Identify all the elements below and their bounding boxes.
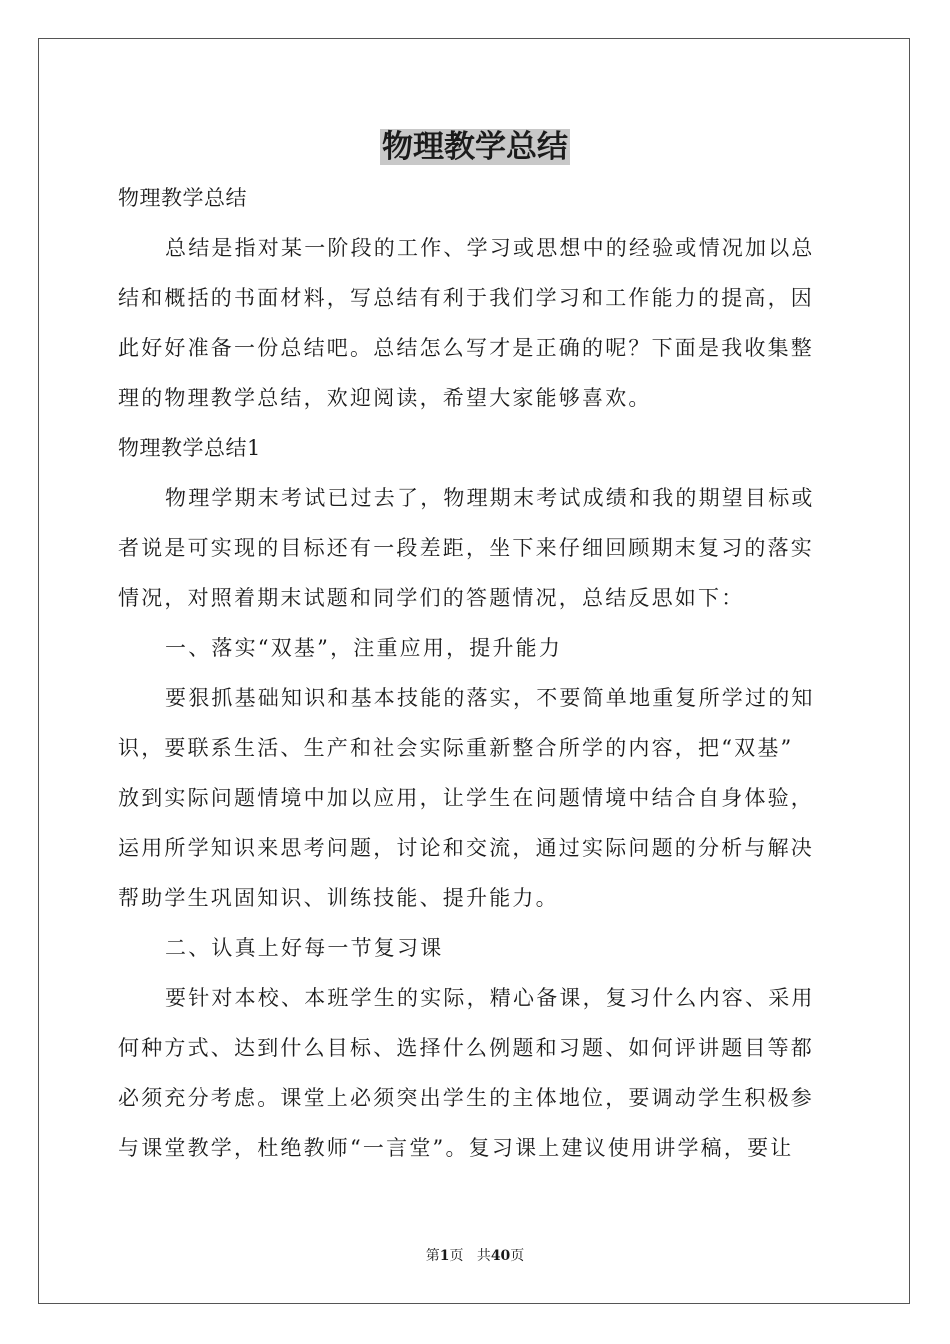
paragraph-line: 要针对本校、本班学生的实际，精心备课，复习什么内容、采用 bbox=[165, 986, 815, 1010]
paragraph-line: 帮助学生巩固知识、训练技能、提升能力。 bbox=[118, 886, 559, 910]
paragraph-line: 者说是可实现的目标还有一段差距，坐下来仔细回顾期末复习的落实 bbox=[118, 536, 814, 560]
section-heading: 物理教学总结 bbox=[118, 186, 247, 210]
total-pages: 40 bbox=[490, 1248, 511, 1264]
paragraph-line: 物理学期末考试已过去了，物理期末考试成绩和我的期望目标或 bbox=[165, 486, 815, 510]
document-title-text: 物理教学总结 bbox=[382, 129, 568, 165]
total-suffix: 页 bbox=[510, 1248, 525, 1264]
page-border bbox=[38, 38, 910, 1304]
subheading-line: 一、落实“双基”，注重应用，提升能力 bbox=[165, 636, 563, 660]
page-suffix: 页 bbox=[449, 1248, 464, 1264]
paragraph-line: 与课堂教学，杜绝教师“一言堂”。复习课上建议使用讲学稿，要让 bbox=[118, 1136, 794, 1160]
section-heading: 物理教学总结1 bbox=[118, 436, 261, 460]
page-footer bbox=[0, 1246, 950, 1266]
paragraph-line: 何种方式、达到什么目标、选择什么例题和习题、如何评讲题目等都 bbox=[118, 1036, 814, 1060]
paragraph-line: 情况，对照着期末试题和同学们的答题情况，总结反思如下： bbox=[118, 586, 745, 610]
paragraph-line: 要狠抓基础知识和基本技能的落实，不要简单地重复所学过的知 bbox=[165, 686, 815, 710]
paragraph-line: 结和概括的书面材料，写总结有利于我们学习和工作能力的提高，因 bbox=[118, 286, 814, 310]
paragraph-line: 运用所学知识来思考问题，讨论和交流，通过实际问题的分析与解决 bbox=[118, 836, 814, 860]
page-number: 1 bbox=[439, 1248, 450, 1264]
paragraph-line: 识，要联系生活、生产和社会实际重新整合所学的内容，把“双基” bbox=[118, 736, 794, 760]
paragraph-line: 放到实际问题情境中加以应用，让学生在问题情境中结合自身体验， bbox=[118, 786, 814, 810]
page-prefix: 第 bbox=[425, 1248, 440, 1264]
document-title bbox=[0, 124, 950, 170]
paragraph-line: 此好好准备一份总结吧。总结怎么写才是正确的呢？下面是我收集整 bbox=[118, 336, 814, 360]
subheading-line: 二、认真上好每一节复习课 bbox=[165, 936, 444, 960]
total-prefix: 共 bbox=[476, 1248, 491, 1264]
paragraph-line: 总结是指对某一阶段的工作、学习或思想中的经验或情况加以总 bbox=[165, 236, 815, 260]
paragraph-line: 理的物理教学总结，欢迎阅读，希望大家能够喜欢。 bbox=[118, 386, 652, 410]
paragraph-line: 必须充分考虑。课堂上必须突出学生的主体地位，要调动学生积极参 bbox=[118, 1086, 814, 1110]
